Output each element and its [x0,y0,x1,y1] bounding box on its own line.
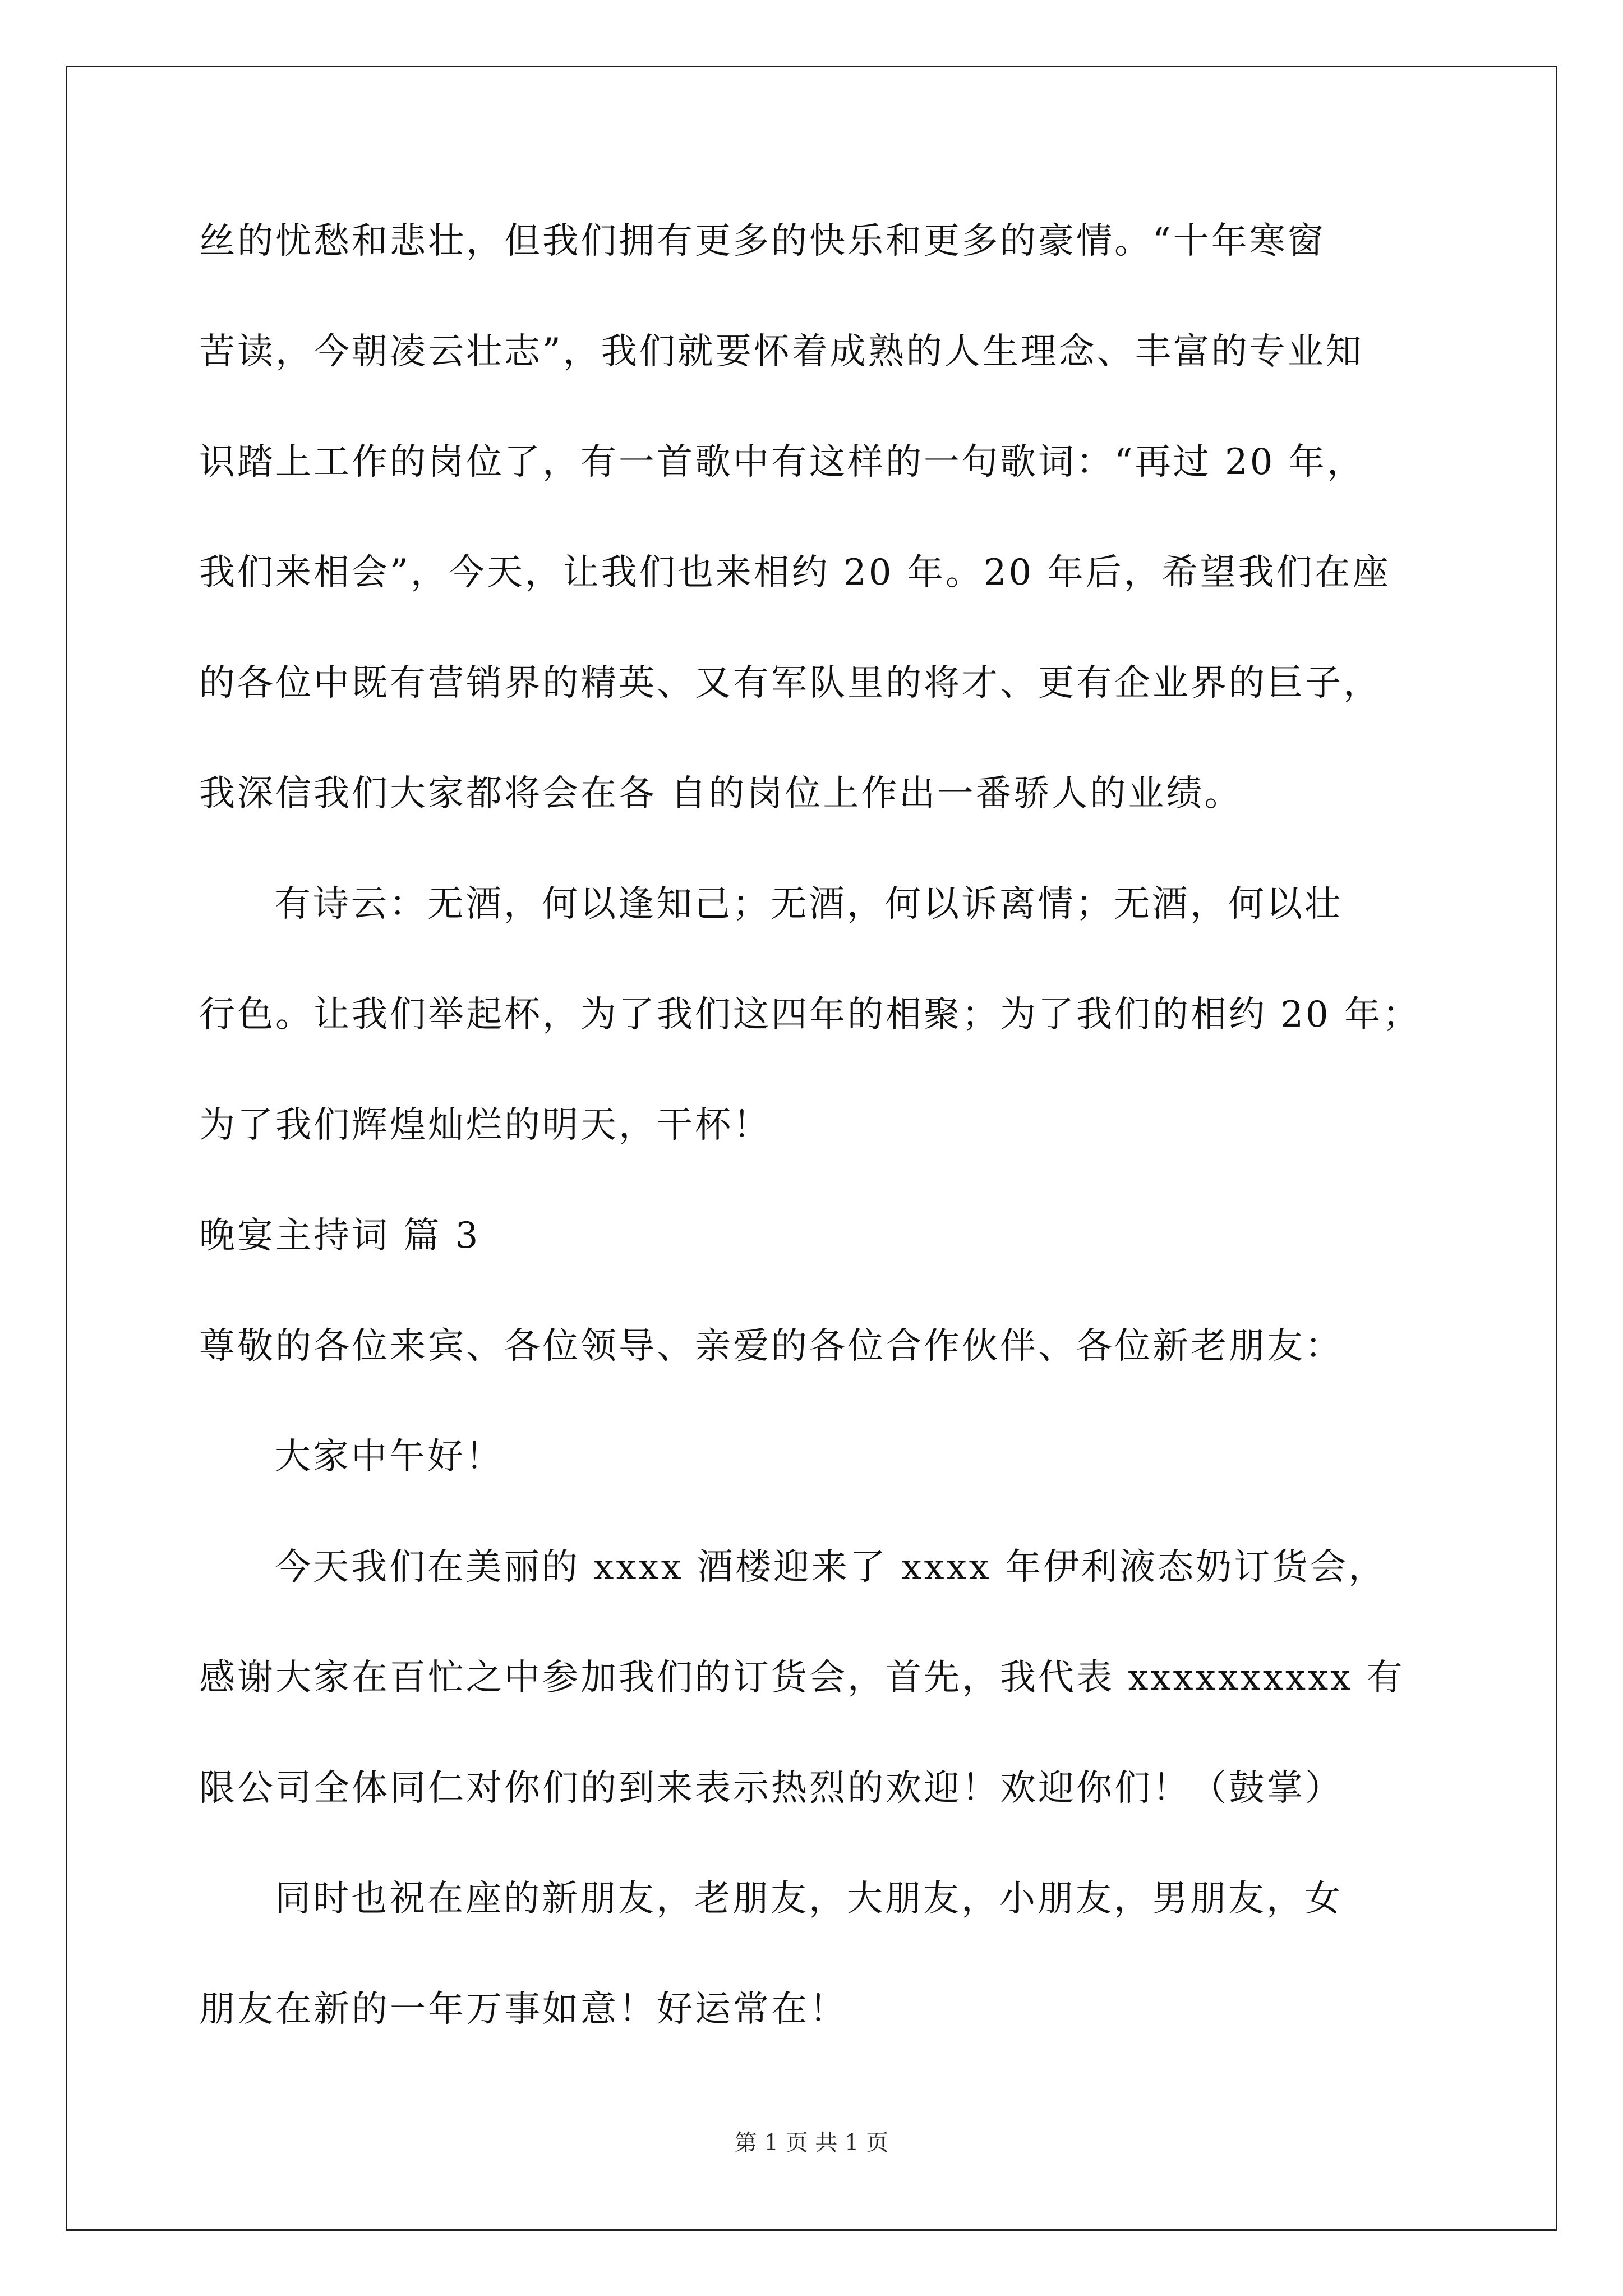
document-body [199,213,1444,2092]
paragraph-line: 我们来相会”，今天，让我们也来相约 20 年。20 年后，希望我们在座 [199,552,1391,593]
paragraph-line: 识踏上工作的岗位了，有一首歌中有这样的一句歌词：“再过 20 年， [199,441,1365,483]
paragraph-line: 行色。让我们举起杯，为了我们这四年的相聚；为了我们的相约 20 年； [199,994,1421,1036]
paragraph-line: 我深信我们大家都将会在各 自的岗位上作出一番骄人的业绩。 [199,773,1243,815]
salutation-line: 尊敬的各位来宾、各位领导、亲爱的各位合作伙伴、各位新老朋友： [199,1326,1343,1367]
paragraph-line: 限公司全体同仁对你们的到来表示热烈的欢迎！欢迎你们！（鼓掌） [199,1768,1343,1809]
paragraph-line: 为了我们辉煌灿烂的明天，干杯！ [199,1105,771,1146]
paragraph-line: 的各位中既有营销界的精英、又有军队里的将才、更有企业界的巨子， [199,662,1381,704]
paragraph-line: 同时也祝在座的新朋友，老朋友，大朋友，小朋友，男朋友，女 [275,1878,1343,1920]
page-footer: 第 1 页 共 1 页 [734,2130,889,2156]
section-heading: 晚宴主持词 篇 3 [199,1215,481,1257]
paragraph-line: 丝的忧愁和悲壮，但我们拥有更多的快乐和更多的豪情。“十年寒窗 [199,220,1326,262]
paragraph-line: 朋友在新的一年万事如意！好运常在！ [199,1989,847,2030]
paragraph-line: 有诗云：无酒，何以逢知己；无酒，何以诉离情；无酒，何以壮 [275,884,1343,925]
paragraph-line: 苦读，今朝凌云壮志”，我们就要怀着成熟的人生理念、丰富的专业知 [199,331,1364,372]
paragraph-line: 感谢大家在百忙之中参加我们的订货会，首先，我代表 xxxxxxxxxx 有 [199,1657,1405,1699]
greeting-line: 大家中午好！ [275,1436,504,1478]
paragraph-line: 今天我们在美丽的 xxxx 酒楼迎来了 xxxx 年伊利液态奶订货会， [275,1547,1387,1588]
